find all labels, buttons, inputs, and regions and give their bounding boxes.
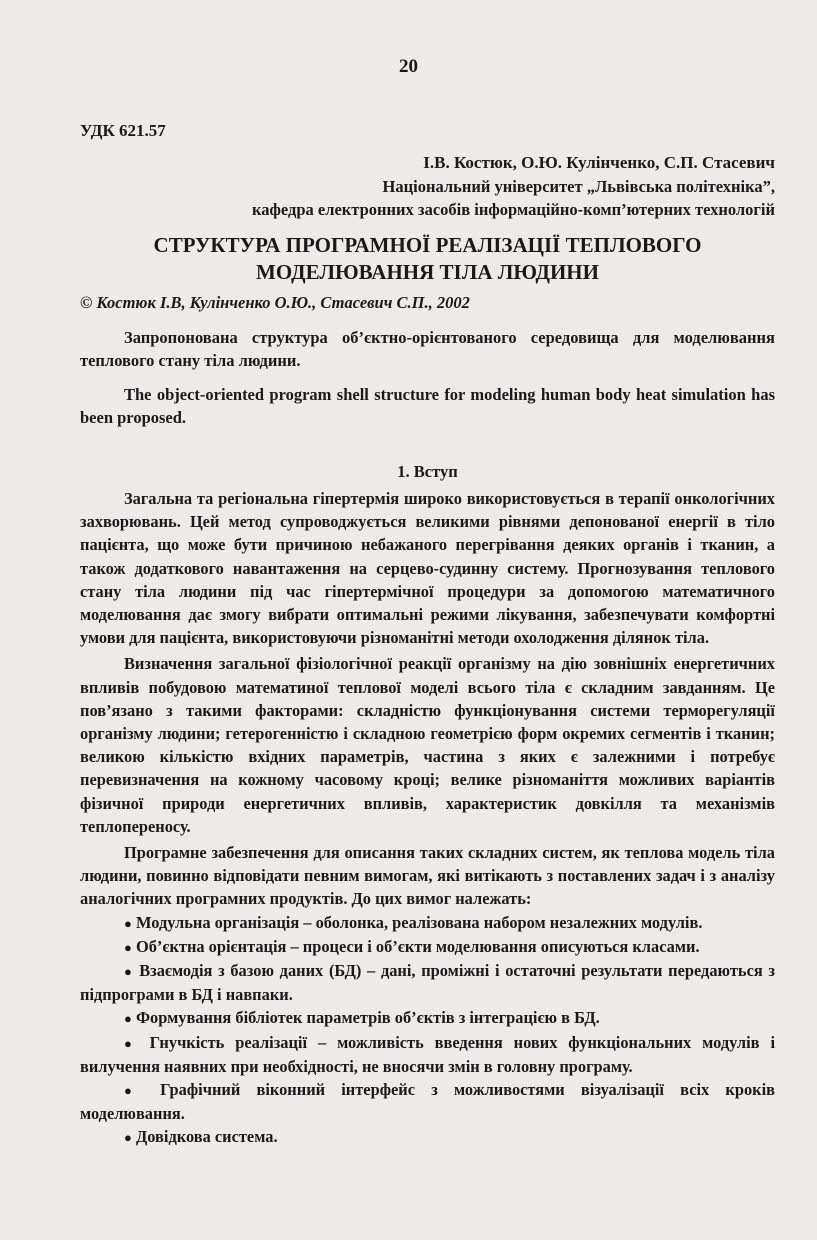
- paragraph: Визначення загальної фізіологічної реакції організму на дію зовнішніх енергетичних впливів побудовою математиної теплової моделі всього тіла є складним завданням. Це пов’язано з такими факторами: складністю функціонування системи терморегуляції організму людини; гетерогенністю і складною геометрією форм окремих сегментів і тканин; великою кількістю вхідних параметрів, частина з яких є залежними і потребує перевизначення на кожному часовому кроці; велике різноманіття можливих варіантів фізичної природи енергетичних впливів, характеристик довкілля та механізмів теплопереносу.: [80, 654, 775, 836]
- bullet-icon: ●: [124, 964, 134, 980]
- paragraph: Програмне забезпечення для описання таких складних систем, як теплова модель тіла людини, повинно відповідати певним вимогам, які витікають з поставлених задач і з аналізу аналогічних програмних продуктів. До цих вимог належать:: [80, 843, 775, 909]
- authors: І.В. Костюк, О.Ю. Кулінченко, С.П. Стасевич: [423, 153, 775, 172]
- bullet-icon: ●: [124, 1130, 132, 1146]
- bullet-icon: ●: [124, 1083, 144, 1099]
- list-item: ● Графічний віконний інтерфейс з можливостями візуалізації всіх кроків моделювання.: [80, 1080, 775, 1124]
- bullet-icon: ●: [124, 939, 132, 955]
- udc-code: УДК 621.57: [80, 121, 166, 140]
- list-item: ● Взаємодія з базою даних (БД) – дані, проміжні і остаточні результати передаються з підпрограми в БД і навпаки.: [80, 961, 776, 1005]
- paper-title-line2: МОДЕЛЮВАННЯ ТІЛА ЛЮДИНИ: [256, 260, 599, 284]
- list-item: ● Формування бібліотек параметрів об’єктів з інтеграцією в БД.: [124, 1008, 600, 1028]
- bullet-icon: ●: [124, 1011, 132, 1027]
- list-item: ● Модульна організація – оболонка, реалізована набором незалежних модулів.: [124, 912, 703, 932]
- requirements-list: [80, 911, 775, 1150]
- abstract-english: The object-oriented program shell structure for modeling human body heat simulation has been proposed.: [80, 385, 775, 427]
- paper-title-line1: СТРУКТУРА ПРОГРАМНОЇ РЕАЛІЗАЦІЇ ТЕПЛОВОГО: [153, 233, 702, 257]
- abstract-ukrainian: Запропонована структура об’єктно-орієнтованого середовища для моделювання теплового стану тіла людини.: [80, 328, 775, 370]
- copyright-line: © Костюк І.В, Кулінченко О.Ю., Стасевич С.П., 2002: [80, 293, 470, 312]
- paragraph: Загальна та регіональна гіпертермія широко використовується в терапії онкологічних захворювань. Цей метод супроводжується великими рівнями депонованої енергії в тіло пацієнта, що може бути причиною небажаного перегрівання деяких органів і тканин, а також додаткового навантаження на серцево-судинну систему. Прогнозування теплового стану тіла людини під час гіпертермічної процедури за допомогою математичного моделювання дає змогу вибрати оптимальні режими лікування, забезпечувати комфортні умови для пацієнта, використовуючи різноманітні методи охолодження ділянок тіла.: [80, 489, 775, 648]
- paper-title: [80, 232, 775, 286]
- bullet-icon: ●: [124, 915, 132, 931]
- list-item: ● Об’єктна орієнтація – процеси і об’єкти моделювання описуються класами.: [124, 936, 700, 956]
- list-item: ● Гнучкість реалізації – можливість введення нових функціональних модулів і вилучення наявних при необхідності, не вносячи змін в головну програму.: [80, 1032, 775, 1076]
- section-heading: 1. Вступ: [397, 462, 458, 481]
- list-item: ● Довідкова система.: [124, 1127, 278, 1147]
- affiliation-university: Національний університет „Львівська політехніка”,: [382, 177, 775, 196]
- page-number: 20: [399, 56, 418, 77]
- affiliation-department: кафедра електронних засобів інформаційно-комп’ютерних технологій: [251, 200, 775, 219]
- bullet-icon: ●: [124, 1035, 139, 1051]
- body-text: [80, 487, 775, 1150]
